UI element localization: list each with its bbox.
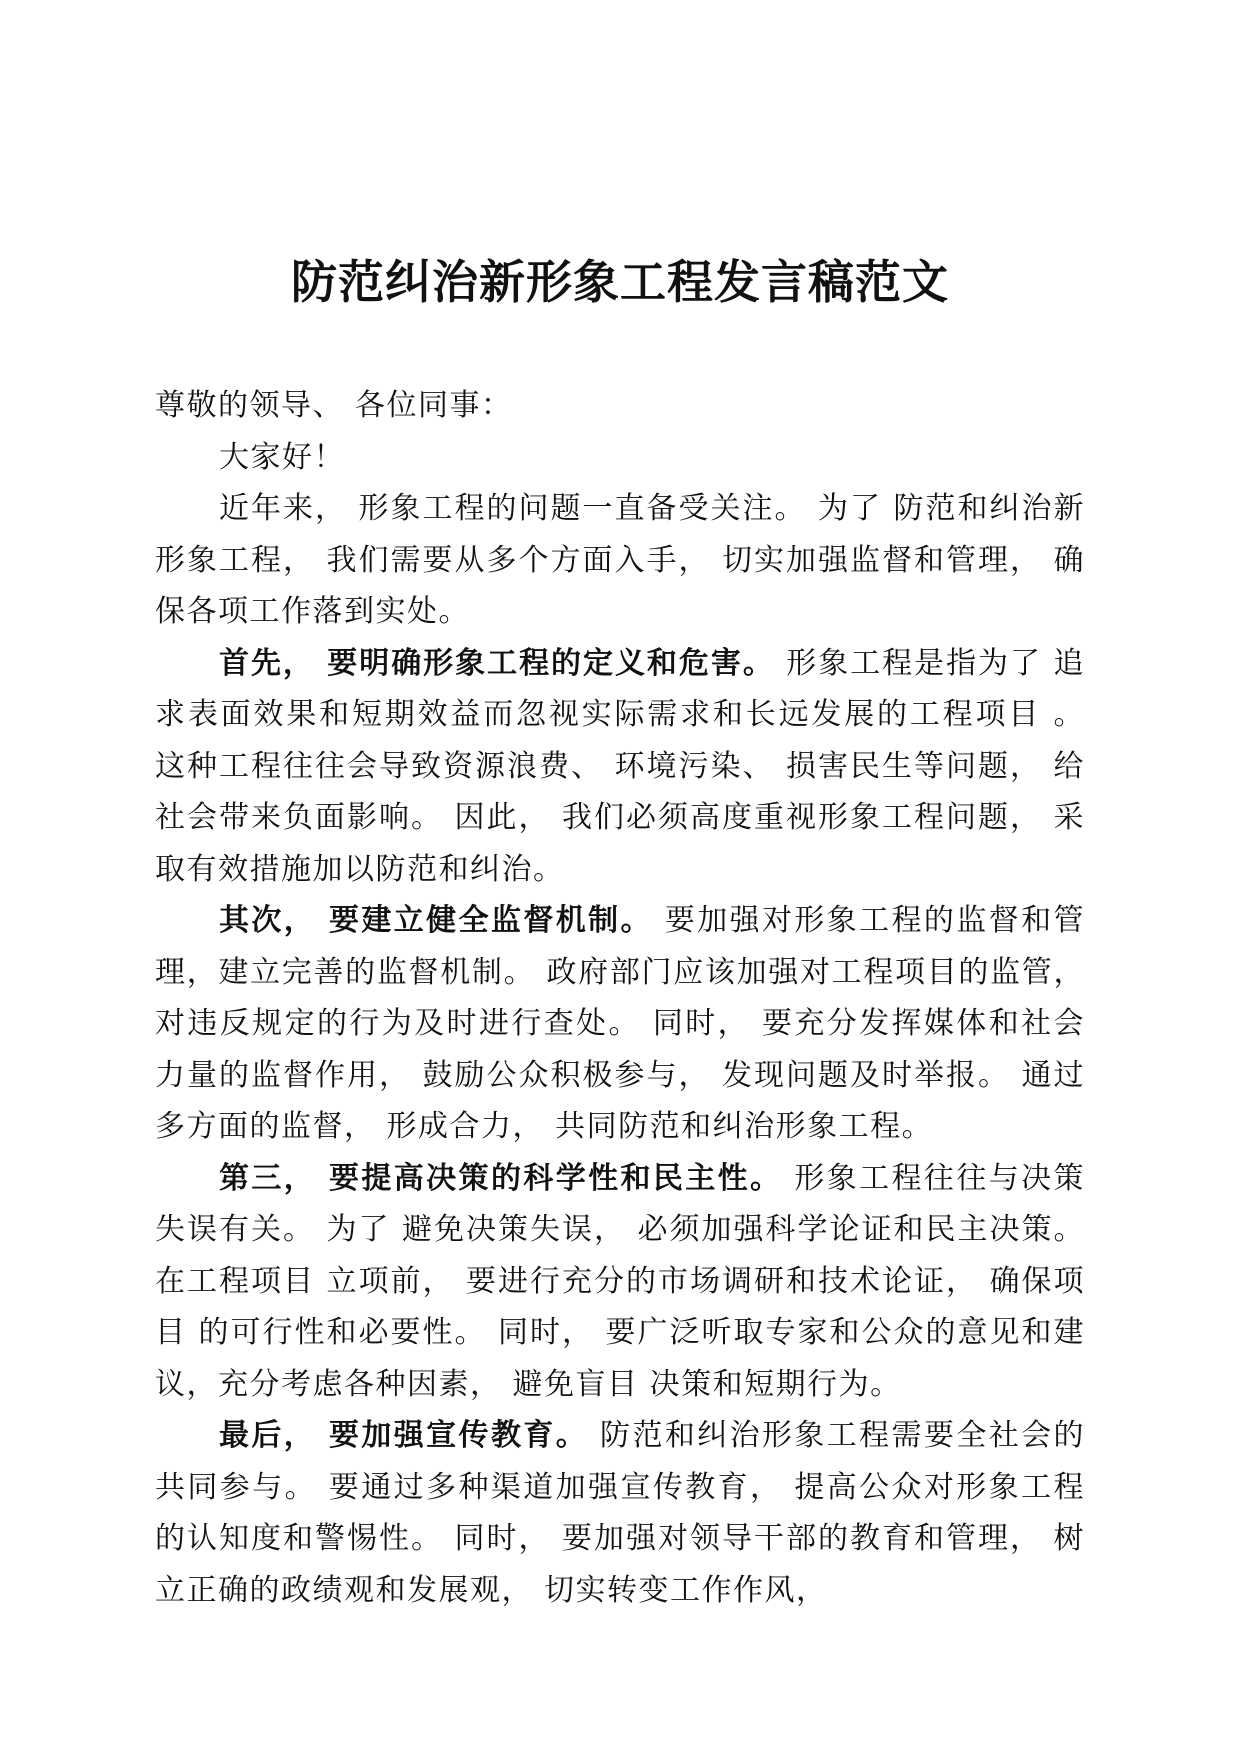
intro-paragraph: 近年来， 形象工程的问题一直备受关注。 为了 防范和纠治新形象工程， 我们需要从多个方面入手， 切实加强监督和管理， 确保各项工作落到实处。 xyxy=(155,491,1085,629)
section-text: 防范和纠治形象工程需要全社会的共同参与。 要通过多种渠道加强宣传教育， 提高公众对形象工程的认知度和警惕性。 同时， 要加强对领导干部的教育和管理， 树立正确的政绩观和发展观， 切实转变工作作风， xyxy=(155,1418,1085,1608)
section-paragraph-first xyxy=(155,638,1085,896)
document-title: 防范纠治新形象工程发言稿范文 xyxy=(291,255,949,309)
section-lead: 其次， 要建立健全监督机制。 xyxy=(219,903,653,938)
section-paragraph-last xyxy=(155,1410,1085,1616)
greeting: 大家好！ xyxy=(219,439,345,475)
document-body xyxy=(155,380,1085,1616)
section-text: 形象工程往往与决策失误有关。 为了 避免决策失误， 必须加强科学论证和民主决策。 在工程项目 立项前， 要进行充分的市场调研和技术论证， 确保项目 的可行性和必要性。 同时， 要广泛听取专家和公众的意见和建议，充分考虑各种因素， 避免盲目 决策和短期行为。 xyxy=(155,1160,1085,1402)
section-paragraph-second xyxy=(155,895,1085,1153)
section-text: 形象工程是指为了 追求表面效果和短期效益而忽视实际需求和长远发展的工程项目 。 这种工程往往会导致资源浪费、 环境污染、 损害民生等问题， 给社会带来负面影响。 因此， 我们必须高度重视形象工程问题， 采取有效措施加以防范和纠治。 xyxy=(155,645,1085,887)
section-text: 要加强对形象工程的监督和管理，建立完善的监督机制。 政府部门应该加强对工程项目的监管， 对违反规定的行为及时进行查处。 同时， 要充分发挥媒体和社会力量的监督作用， 鼓励公众积极参与， 发现问题及时举报。 通过多方面的监督， 形成合力， 共同防范和纠治形象工程。 xyxy=(155,903,1085,1144)
section-paragraph-third xyxy=(155,1153,1085,1411)
section-lead: 最后， 要加强宣传教育。 xyxy=(219,1418,589,1453)
section-lead: 首先， 要明确形象工程的定义和危害。 xyxy=(219,645,775,681)
salutation: 尊敬的领导、 各位同事： xyxy=(155,388,513,423)
section-lead: 第三， 要提高决策的科学性和民主性。 xyxy=(219,1160,783,1196)
